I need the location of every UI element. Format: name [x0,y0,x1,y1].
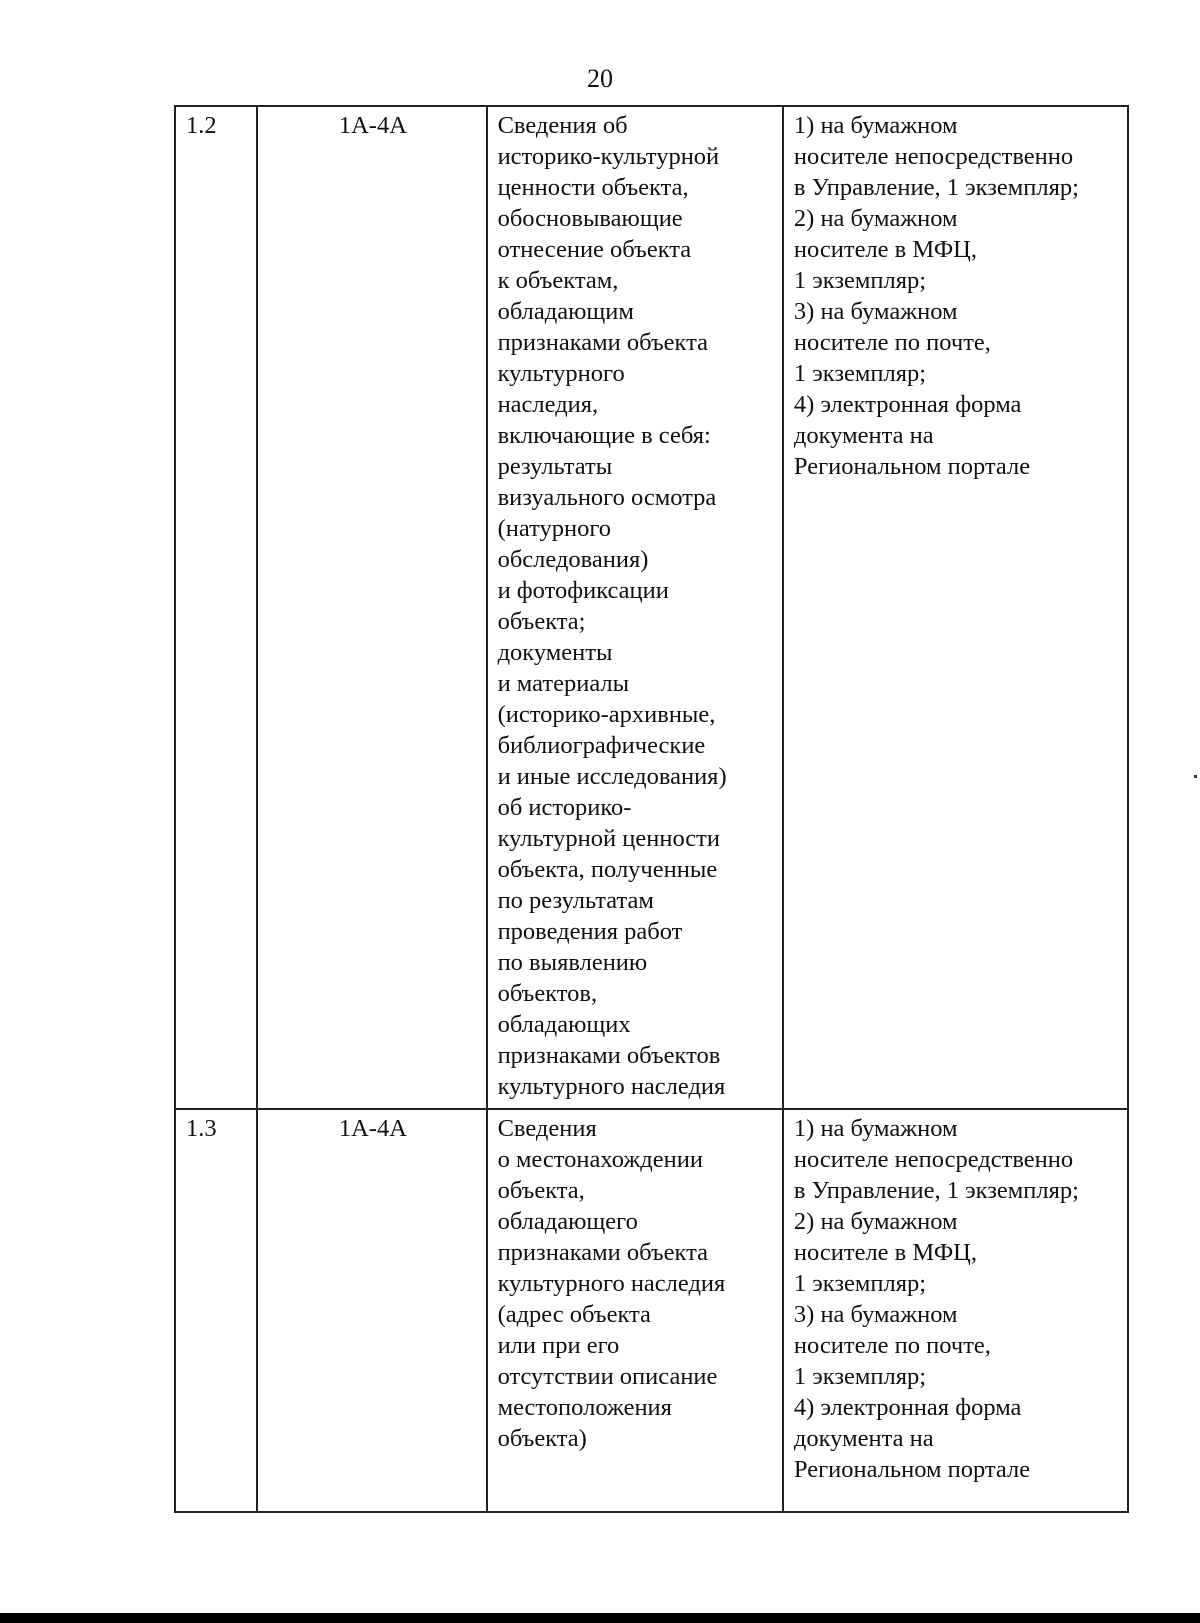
text-line: (историко-архивные, [497,701,716,728]
text-line: носителе в МФЦ, [793,236,977,263]
document-description-cell [487,1109,783,1512]
text-line: объекта) [497,1425,587,1452]
scan-bottom-edge [0,1613,1200,1623]
text-line: носителе непосредственно [793,1146,1074,1173]
text-line: культурного наследия [497,1073,726,1100]
text-line: 4) электронная форма [793,1394,1022,1421]
text-line: по выявлению [497,949,648,976]
text-line: ценности объекта, [497,174,689,201]
text-line: об историко- [497,794,632,821]
text-line: документа на [793,422,934,449]
text-line: носителе непосредственно [793,143,1074,170]
text-line: к объектам, [497,267,619,294]
text-line: и материалы [497,670,630,697]
submission-method-cell [783,1109,1128,1512]
text-line: носителе по почте, [793,1332,991,1359]
text-line: отсутствии описание [497,1363,718,1390]
text-line: и иные исследования) [497,763,727,790]
document-description-cell [487,106,783,1109]
text-line: в Управление, 1 экземпляр; [793,174,1079,201]
row-number-cell: 1.2 [175,106,257,1109]
text-line: 2) на бумажном [793,1208,958,1235]
text-line: и фотофиксации [497,577,669,604]
text-line: документа на [793,1425,934,1452]
text-line: 1 экземпляр; [793,1363,927,1390]
text-line: 1 экземпляр; [793,267,927,294]
text-line: или при его [497,1332,620,1359]
text-line: обосновывающие [497,205,683,232]
text-line: отнесение объекта [497,236,692,263]
text-line: культурного [497,360,625,387]
text-line: наследия, [497,391,599,418]
text-line: обладающих [497,1011,631,1038]
document-table [174,105,1129,1513]
text-line: 3) на бумажном [793,298,958,325]
text-line: Сведения об [497,112,628,139]
text-line: результаты [497,453,613,480]
text-line: носителе в МФЦ, [793,1239,977,1266]
text-line: признаками объектов [497,1042,721,1069]
text-line: (адрес объекта [497,1301,651,1328]
text-line: носителе по почте, [793,329,991,356]
text-line: по результатам [497,887,654,914]
text-line: объекта; [497,608,586,635]
row-code-cell: 1А-4А [257,106,486,1109]
text-line: 1) на бумажном [793,1115,958,1142]
text-line: документы [497,639,613,666]
row-code-cell: 1А-4А [257,1109,486,1512]
text-line: культурного наследия [497,1270,726,1297]
text-line: 1 экземпляр; [793,360,927,387]
text-line: о местонахождении [497,1146,703,1173]
text-line: визуального осмотра [497,484,717,511]
text-line: объектов, [497,980,598,1007]
text-line: обследования) [497,546,649,573]
text-line: 3) на бумажном [793,1301,958,1328]
page-number: 20 [587,64,613,93]
table-row [175,1109,1128,1512]
text-line: обладающего [497,1208,638,1235]
text-line: Региональном портале [793,453,1031,480]
text-line: (натурного [497,515,612,542]
row-number-cell: 1.3 [175,1109,257,1512]
text-line: 1) на бумажном [793,112,958,139]
scan-speck [1194,775,1197,778]
submission-method-cell [783,106,1128,1109]
text-line: 4) электронная форма [793,391,1022,418]
text-line: местоположения [497,1394,672,1421]
text-line: признаками объекта [497,1239,708,1266]
text-line: объекта, [497,1177,585,1204]
text-line: 2) на бумажном [793,205,958,232]
text-line: признаками объекта [497,329,708,356]
text-line: Сведения [497,1115,597,1142]
text-line: объекта, полученные [497,856,718,883]
text-line: Региональном портале [793,1456,1031,1483]
text-line: 1 экземпляр; [793,1270,927,1297]
text-line: культурной ценности [497,825,721,852]
text-line: библиографические [497,732,706,759]
text-line: обладающим [497,298,634,325]
text-line: в Управление, 1 экземпляр; [793,1177,1079,1204]
text-line: историко-культурной [497,143,720,170]
table-row [175,106,1128,1109]
text-line: включающие в себя: [497,422,711,449]
text-line: проведения работ [497,918,683,945]
